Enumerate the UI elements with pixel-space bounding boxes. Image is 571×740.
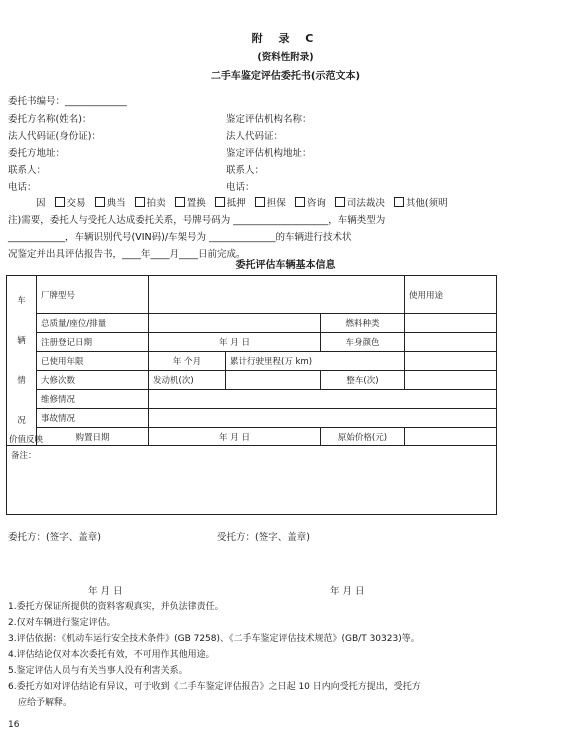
option-replace: 置换	[186, 198, 206, 209]
note-item: 4.评估结论仅对本次委托有效，不可用作其他用途。	[8, 650, 215, 660]
letter-number-field: 委托书编号：_____________	[8, 96, 127, 107]
reason-prefix: 因	[36, 198, 46, 209]
body-overhaul-label: 整车(次)	[321, 371, 405, 390]
overhaul-count-label: 大修次数	[37, 371, 149, 390]
table-row	[7, 276, 497, 314]
agency-phone-field: 电话：	[226, 182, 255, 193]
checkbox-replace[interactable]	[175, 197, 185, 207]
reason-line-3: ____________，车辆识别代号(VIN码)/车架号为 ______________的车辆进行技术状	[8, 232, 352, 243]
option-mortgage: 抵押	[226, 198, 246, 209]
value-reflection-label: 价值反映	[9, 435, 44, 445]
vehicle-info-title: 委托评估车辆基本信息	[235, 260, 336, 271]
document-title: 二手车鉴定评估委托书(示范文本)	[210, 71, 361, 82]
registration-date-label: 注册登记日期	[37, 333, 149, 352]
remarks-cell[interactable]	[7, 446, 497, 515]
annex-title: 附 录 C	[251, 32, 320, 45]
body-color-value[interactable]	[405, 333, 497, 352]
client-phone-field: 电话：	[8, 182, 37, 193]
purchase-date-label: 购置日期	[37, 428, 149, 446]
original-price-label: 原始价格(元)	[321, 428, 405, 446]
option-consult: 咨询	[306, 198, 326, 209]
accident-status-label: 事故情况	[37, 409, 149, 428]
body-color-label: 车身颜色	[321, 333, 405, 352]
accident-status-value[interactable]	[149, 409, 497, 428]
mileage-label: 累计行驶里程(万 km)	[226, 352, 405, 371]
table-row	[7, 446, 497, 515]
engine-overhaul-label: 发动机(次)	[149, 371, 226, 390]
purchase-date-value[interactable]: 年 月 日	[149, 428, 321, 446]
note-item: 6.委托方如对评估结论有异议，可于收到《二手车鉴定评估报告》之日起 10 日内向受托方提出，受托方	[8, 682, 421, 692]
repair-status-label: 维修情况	[37, 390, 149, 409]
table-row	[7, 333, 497, 352]
brand-model-label: 厂牌型号	[37, 276, 149, 314]
vehicle-status-label: 车 辆 情 况	[7, 276, 37, 446]
option-guarantee: 担保	[266, 198, 286, 209]
registration-date-value[interactable]: 年 月 日	[149, 333, 321, 352]
client-contact-field: 联系人：	[8, 165, 47, 176]
option-auction: 拍卖	[146, 198, 166, 209]
note-item: 应给予解释。	[18, 698, 73, 708]
usage-label: 使用用途	[405, 276, 497, 314]
original-price-value[interactable]	[405, 428, 497, 446]
note-item: 2.仅对车辆进行鉴定评估。	[8, 618, 116, 628]
note-item: 1.委托方保证所提供的资料客观真实，并负法律责任。	[8, 602, 224, 612]
page-number: 16	[8, 720, 20, 730]
checkbox-mortgage[interactable]	[215, 197, 225, 207]
client-date: 年 月 日	[88, 586, 123, 597]
note-item: 5.鉴定评估人员与有关当事人没有利害关系。	[8, 666, 188, 676]
agency-name-field: 鉴定评估机构名称：	[226, 114, 312, 125]
checkbox-consult[interactable]	[295, 197, 305, 207]
agency-contact-field: 联系人：	[226, 165, 265, 176]
table-row	[7, 314, 497, 333]
checkbox-pawn[interactable]	[95, 197, 105, 207]
checkbox-judicial[interactable]	[335, 197, 345, 207]
mileage-value[interactable]	[405, 352, 497, 371]
agency-address-field: 鉴定评估机构地址：	[226, 148, 312, 159]
client-name-field: 委托方名称(姓名)：	[8, 114, 92, 125]
option-pawn: 典当	[106, 198, 126, 209]
brand-model-value[interactable]	[149, 276, 405, 314]
reason-line-2: 注)需要，委托人与受托人达成委托关系，号牌号码为 ____________________，车辆类型为	[8, 215, 386, 226]
table-row	[7, 409, 497, 428]
reason-options-line	[36, 195, 448, 209]
checkbox-auction[interactable]	[135, 197, 145, 207]
table-row	[7, 428, 497, 446]
option-judicial: 司法裁决	[346, 198, 385, 209]
fuel-type-value[interactable]	[405, 314, 497, 333]
client-id-field: 法人代码证(身份证)：	[8, 131, 101, 142]
remarks-label: 备注：	[11, 451, 37, 461]
table-row	[7, 352, 497, 371]
fuel-type-label: 燃料种类	[321, 314, 405, 333]
vehicle-info-table	[6, 275, 497, 515]
repair-status-value[interactable]	[149, 390, 497, 409]
checkbox-guarantee[interactable]	[255, 197, 265, 207]
agency-code-field: 法人代码证：	[226, 131, 284, 142]
body-overhaul-value[interactable]	[405, 371, 497, 390]
years-used-value[interactable]: 年 个月	[149, 352, 226, 371]
option-trade: 交易	[66, 198, 86, 209]
reason-line-4: 况鉴定并出具评估报告书，____年____月____日前完成。	[8, 249, 246, 260]
note-item: 3.评估依据：《机动车运行安全技术条件》(GB 7258)、《二手车鉴定评估技术规范》(GB/T 30323)等。	[8, 634, 420, 644]
checkbox-other[interactable]	[394, 197, 404, 207]
years-used-label: 已使用年限	[37, 352, 149, 371]
mass-seat-displacement-value[interactable]	[149, 314, 321, 333]
mass-seat-displacement-label: 总质量/座位/排量	[37, 314, 149, 333]
checkbox-trade[interactable]	[55, 197, 65, 207]
engine-overhaul-value[interactable]	[226, 371, 321, 390]
table-row	[7, 390, 497, 409]
table-row	[7, 371, 497, 390]
agency-date: 年 月 日	[330, 586, 365, 597]
client-address-field: 委托方地址：	[8, 148, 66, 159]
agency-signature-label: 受托方：(签字、盖章)	[217, 532, 310, 543]
client-signature-label: 委托方：(签字、盖章)	[8, 532, 101, 543]
informative-note: (资料性附录)	[257, 52, 314, 63]
option-other: 其他(须明	[405, 198, 448, 209]
